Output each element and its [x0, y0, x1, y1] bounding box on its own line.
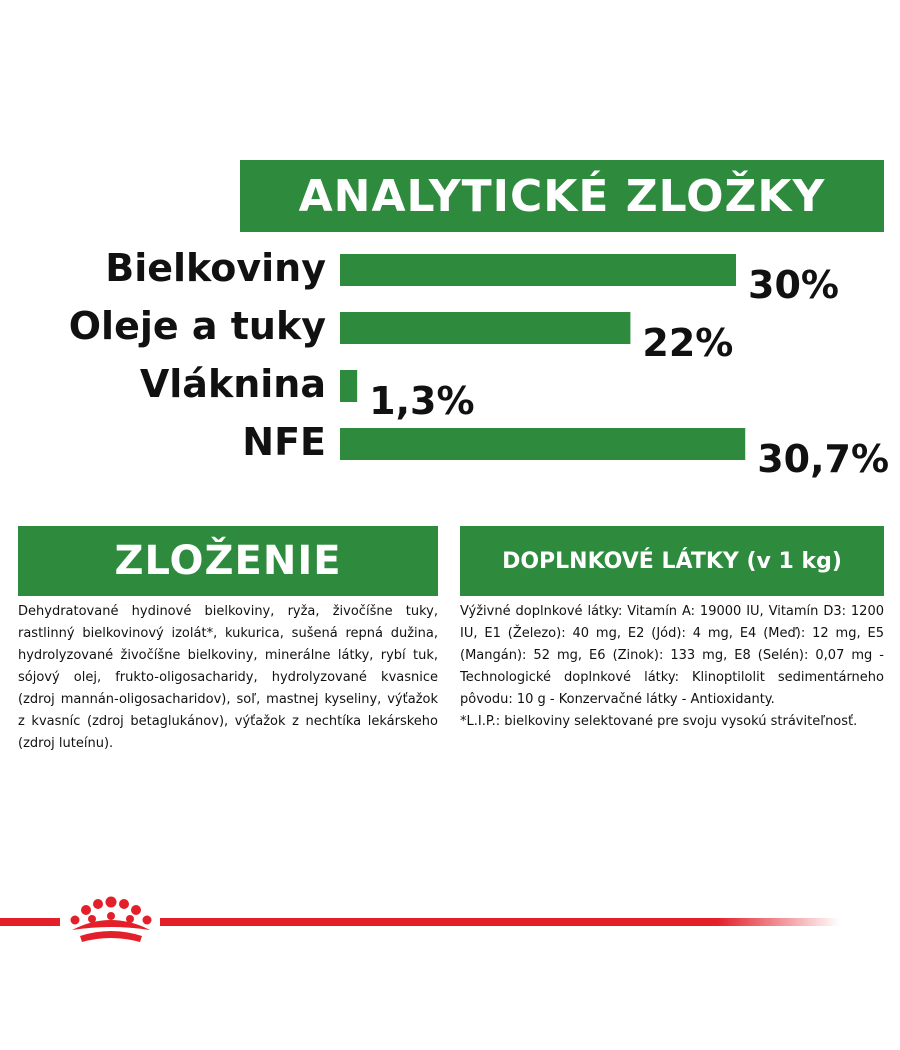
nutrient-bar-chart [0, 240, 900, 480]
additives-title: DOPLNKOVÉ LÁTKY (v 1 kg) [502, 548, 842, 574]
footer-brand-strip [0, 890, 900, 960]
bar [340, 370, 357, 402]
bar-label: Oleje a tuky [68, 304, 326, 348]
bar [340, 428, 745, 460]
footer-line-left [0, 918, 60, 926]
composition-text: Dehydratované hydinové bielkoviny, ryža, živočíšne tuky, rastlinný bielkovinový izolát*, kukurica, sušená repná dužina, hydrolyzované živočíšne bielkoviny, minerálne látky, rybí tuk, sójový olej, frukto-oligosacharidy, hydrolyzované kvasnice (zdroj mannán-oligosacharidov), soľ, mastnej kyseliny, výťažok z kvasníc (zdroj betaglukánov), výťažok z nechtíka lekárskeho (zdroj luteínu). [18, 604, 438, 751]
footer-line-right [160, 918, 840, 926]
additives-note: *L.I.P.: bielkoviny selektované pre svoju vysokú stráviteľnosť. [460, 714, 858, 729]
bar-value-label: 30,7% [757, 437, 890, 480]
bar-value-label: 1,3% [369, 379, 475, 423]
additives-banner [460, 526, 884, 596]
bar-value-label: 22% [642, 321, 734, 365]
bar [340, 312, 630, 344]
composition-banner [18, 526, 438, 596]
crown-icon [71, 897, 152, 943]
bar-value-label: 30% [748, 263, 839, 307]
additives-text: Výživné doplnkové látky: Vitamín A: 19000 IU, Vitamín D3: 1200 IU, E1 (Železo): 40 mg, E2 (Jód): 4 mg, E4 (Meď): 12 mg, E5 (Mangán): 52 mg, E6 (Zinok): 133 mg, E8 (Selén): 0,07 mg - Technologické doplnkové látky: Klinoptilolit sedimentárneho pôvodu: 10 g - Konzervačné látky - Antioxidanty. [460, 604, 884, 707]
chart-title: ANALYTICKÉ ZLOŽKY [298, 170, 826, 222]
additives-section [460, 601, 884, 733]
bar-label: NFE [242, 420, 326, 464]
composition-title: ZLOŽENIE [114, 538, 342, 584]
bar [340, 254, 736, 286]
bar-label: Vláknina [139, 362, 326, 406]
bar-label: Bielkoviny [105, 246, 326, 290]
chart-title-banner [240, 160, 884, 232]
